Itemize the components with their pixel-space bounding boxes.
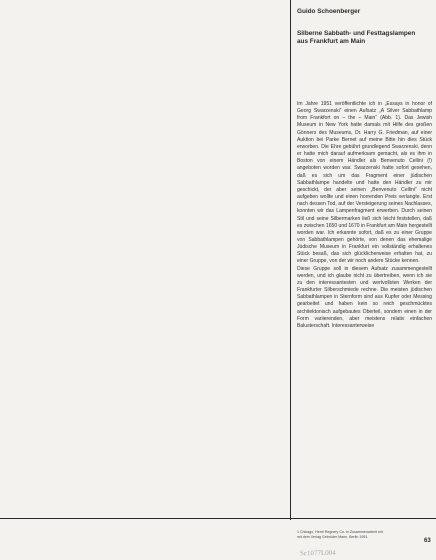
article-title xyxy=(297,30,432,46)
author-name: Guido Schoenberger xyxy=(297,8,361,15)
title-line-2: aus Frankfurt am Main xyxy=(297,38,366,45)
vertical-rule xyxy=(290,0,291,520)
title-line-1: Silberne Sabbath- und Festtagslampen xyxy=(297,30,416,37)
footnote-line-1: 1 Chicago, Henri Regnery Co. In Zusammenarbeit mit xyxy=(297,530,383,534)
paragraph-1: Im Jahre 1951 veröffentlichte ich in „Essays in honor of Georg Swarzenski“ einen Aufsatz „A Silver Sabbathlamp from Frankfort on – the – Main“ (Abb. 1). Das Jewish Museum in New York hatte damals mit Hilfe des großen Gönners des Museums, Dr. Harry G. Friedman, auf einer Auktion bei Parke Bernet auf meine Bitte hin dies Stück erworben. Die Ehre gebührt grundlegend Swarzenski, denn er hatte mich darauf aufmerksam gemacht, als es ihm in Boston von einem Händler als Benvenuto Cellini (!) angeboten worden war. Swarzenski hatte sofort gesehen, daß es sich um das Fragment einer jüdischen Sabbathlampe handelte und hatte den Händler zu mir geschickt, der aber seinen „Benvenuto Cellini“ nicht aufgeben wollte und einen horrenden Preis verlangte. Erst nach dessen Tod, auf der Versteigerung seines Nachlasses, konnten wir das Lampenfragment erwerben. Durch seinen Stil und seine Silbermarken ließ sich leicht feststellen, daß es zwischen 1650 und 1670 in Frankfurt am Main hergestellt worden war. Ich erkannte sofort, daß es zu einer Gruppe von Sabbathlampen gehörte, von denen das ehemalige Jüdische Museum in Frankfurt ein vollständig erhaltenes Stück besaß, das sich glücklicherweise erhalten hat, zu einer Gruppe, von der wir noch andere Stücke kennen. xyxy=(297,101,432,265)
footnote-line-2: mit dem Verlag Gebrüder Mann, Berlin 1951. xyxy=(297,535,369,540)
horizontal-rule xyxy=(0,518,436,519)
footnote xyxy=(297,530,432,540)
paragraph-2: Diese Gruppe soll in diesem Aufsatz zusammengestellt werden, und ich glaube nicht zu übertreiben, wenn ich sie zu den interessantesten und wertvollsten Werken der Frankfurter Silberschmiede rechne. Die meisten jüdischen Sabbathlampen in Sternform sind aus Kupfer oder Messing gearbeitet und haben kein so reich geschmücktes architektonisch aufgebautes Oberteil, sondern einen in der Form variierenden, aber meistens relativ einfachen Balusterschaft. Interessanterweise xyxy=(297,265,432,329)
archive-stamp: Sc1077L004 xyxy=(299,548,336,558)
page-number: 63 xyxy=(424,538,431,544)
article-body xyxy=(297,101,432,330)
